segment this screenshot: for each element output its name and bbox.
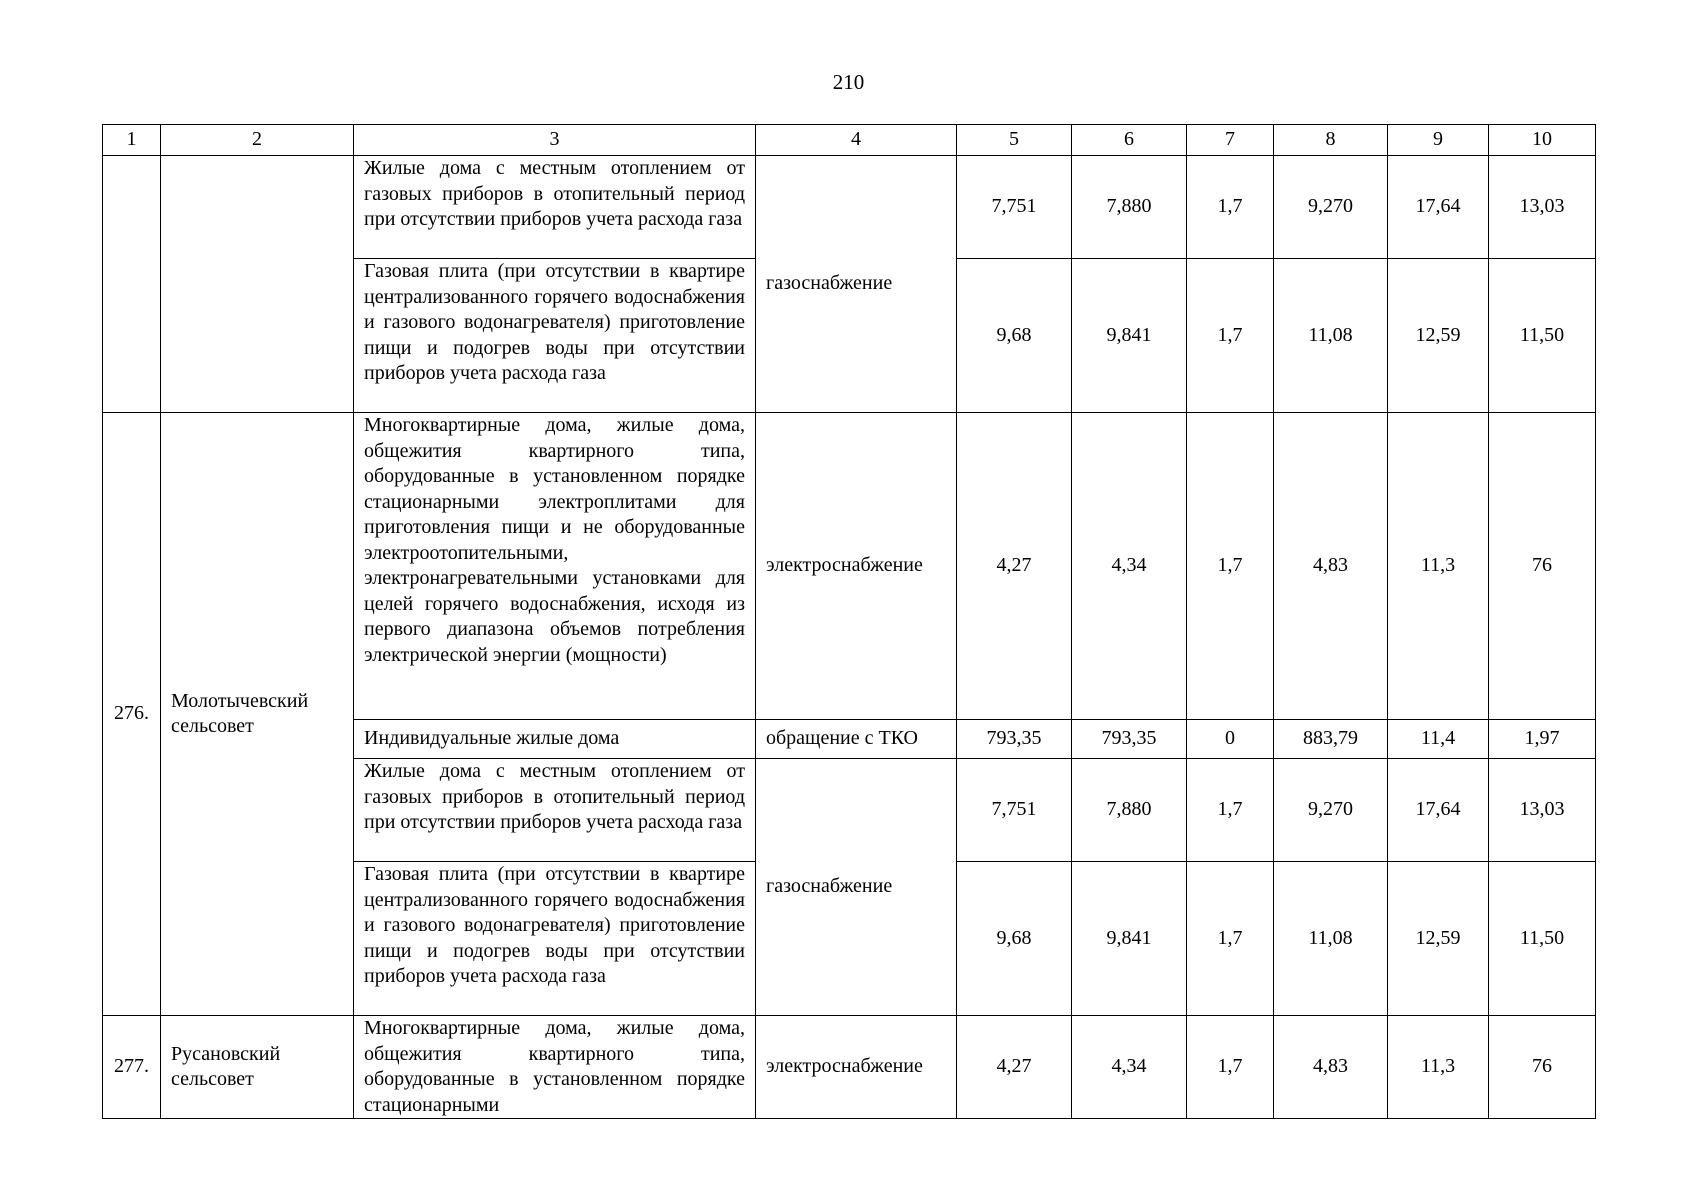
category-description: Многоквартирные дома, жилые дома, общежития квартирного типа, оборудованные в установленном порядке стационарными электроплитами для приготовления пищи и не оборудованные электроотопительными, электронагревательными установками для целей горячего водоснабжения, исходя из первого диапазона объемов потребления электрической энергии (мощности) xyxy=(354,413,756,720)
service-type: газоснабжение xyxy=(756,759,957,1016)
value-cell: 12,59 xyxy=(1388,259,1489,413)
value-cell: 793,35 xyxy=(957,720,1072,759)
service-type: обращение с ТКО xyxy=(756,720,957,759)
row-number: 277. xyxy=(103,1016,161,1119)
service-type: газоснабжение xyxy=(756,156,957,413)
value-cell: 11,50 xyxy=(1489,259,1596,413)
header-cell: 2 xyxy=(161,125,354,156)
value-cell: 1,7 xyxy=(1187,1016,1274,1119)
value-cell: 793,35 xyxy=(1072,720,1187,759)
table-row xyxy=(103,156,1596,259)
value-cell: 76 xyxy=(1489,1016,1596,1119)
value-cell: 13,03 xyxy=(1489,759,1596,862)
value-cell: 4,27 xyxy=(957,413,1072,720)
value-cell: 13,03 xyxy=(1489,156,1596,259)
value-cell: 7,880 xyxy=(1072,156,1187,259)
header-cell: 6 xyxy=(1072,125,1187,156)
value-cell: 9,841 xyxy=(1072,862,1187,1016)
value-cell: 11,3 xyxy=(1388,413,1489,720)
value-cell: 17,64 xyxy=(1388,156,1489,259)
value-cell: 1,7 xyxy=(1187,413,1274,720)
category-description: Газовая плита (при отсутствии в квартире централизованного горячего водоснабжения и газового водонагревателя) приготовление пищи и подогрев воды при отсутствии приборов учета расхода газа xyxy=(354,259,756,413)
category-description: Жилые дома с местным отоплением от газовых приборов в отопительный период при отсутствии приборов учета расхода газа xyxy=(354,759,756,862)
tariff-table xyxy=(102,124,1596,1119)
column-number-header xyxy=(103,125,1596,156)
value-cell: 1,7 xyxy=(1187,759,1274,862)
header-cell: 8 xyxy=(1274,125,1388,156)
value-cell: 7,880 xyxy=(1072,759,1187,862)
value-cell: 76 xyxy=(1489,413,1596,720)
value-cell: 9,68 xyxy=(957,259,1072,413)
header-cell: 4 xyxy=(756,125,957,156)
table-row xyxy=(103,413,1596,720)
settlement-name: Молотычевский сельсовет xyxy=(161,413,354,1016)
page-number: 210 xyxy=(832,70,865,94)
value-cell: 7,751 xyxy=(957,156,1072,259)
category-description: Многоквартирные дома, жилые дома, общежития квартирного типа, оборудованные в установленном порядке стационарными xyxy=(354,1016,756,1119)
value-cell: 4,34 xyxy=(1072,1016,1187,1119)
value-cell: 883,79 xyxy=(1274,720,1388,759)
value-cell: 11,08 xyxy=(1274,862,1388,1016)
category-description: Жилые дома с местным отоплением от газовых приборов в отопительный период при отсутствии приборов учета расхода газа xyxy=(354,156,756,259)
value-cell: 4,27 xyxy=(957,1016,1072,1119)
value-cell: 4,83 xyxy=(1274,1016,1388,1119)
table-row xyxy=(103,1016,1596,1119)
value-cell: 11,08 xyxy=(1274,259,1388,413)
value-cell: 11,4 xyxy=(1388,720,1489,759)
settlement-name: Русановский сельсовет xyxy=(161,1016,354,1119)
value-cell: 9,841 xyxy=(1072,259,1187,413)
value-cell: 12,59 xyxy=(1388,862,1489,1016)
value-cell: 9,68 xyxy=(957,862,1072,1016)
empty-number-cell xyxy=(103,156,161,413)
value-cell: 1,97 xyxy=(1489,720,1596,759)
empty-name-cell xyxy=(161,156,354,413)
value-cell: 4,34 xyxy=(1072,413,1187,720)
value-cell: 1,7 xyxy=(1187,156,1274,259)
value-cell: 9,270 xyxy=(1274,759,1388,862)
value-cell: 11,50 xyxy=(1489,862,1596,1016)
service-type: электроснабжение xyxy=(756,1016,957,1119)
header-cell: 5 xyxy=(957,125,1072,156)
value-cell: 7,751 xyxy=(957,759,1072,862)
header-cell: 7 xyxy=(1187,125,1274,156)
value-cell: 1,7 xyxy=(1187,259,1274,413)
value-cell: 11,3 xyxy=(1388,1016,1489,1119)
row-number: 276. xyxy=(103,413,161,1016)
header-cell: 3 xyxy=(354,125,756,156)
service-type: электроснабжение xyxy=(756,413,957,720)
value-cell: 4,83 xyxy=(1274,413,1388,720)
header-cell: 10 xyxy=(1489,125,1596,156)
header-cell: 9 xyxy=(1388,125,1489,156)
category-description: Газовая плита (при отсутствии в квартире централизованного горячего водоснабжения и газового водонагревателя) приготовление пищи и подогрев воды при отсутствии приборов учета расхода газа xyxy=(354,862,756,1016)
value-cell: 17,64 xyxy=(1388,759,1489,862)
header-cell: 1 xyxy=(103,125,161,156)
category-description: Индивидуальные жилые дома xyxy=(354,720,756,759)
value-cell: 0 xyxy=(1187,720,1274,759)
value-cell: 9,270 xyxy=(1274,156,1388,259)
value-cell: 1,7 xyxy=(1187,862,1274,1016)
